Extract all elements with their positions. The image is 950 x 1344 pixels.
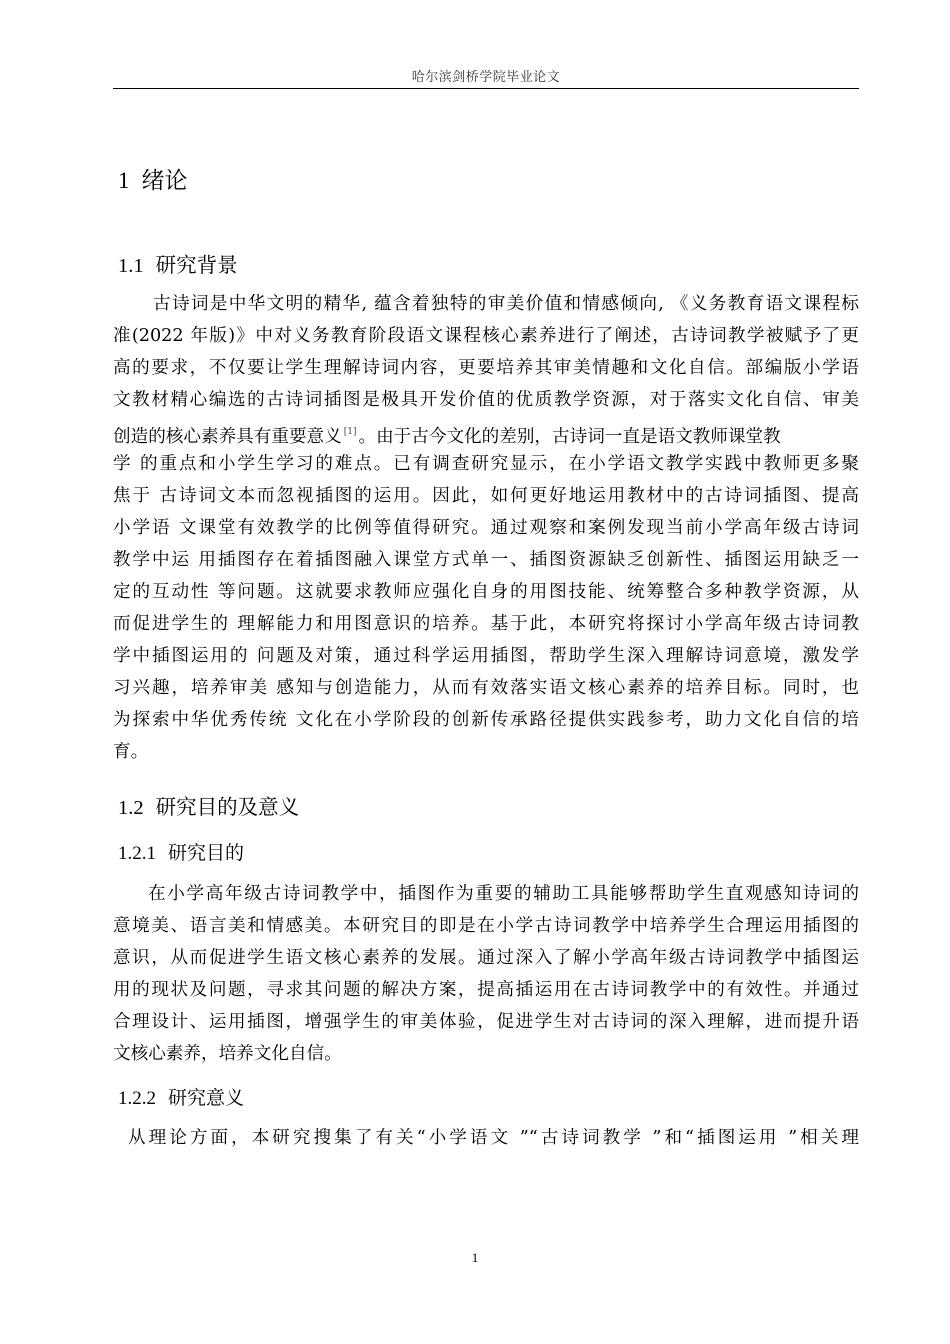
paragraph-line: 焦于 古诗词文本而忽视插图的运用。因此，如何更好地运用教材中的古诗词插图、提高	[113, 486, 859, 506]
section-title: 研究背景	[155, 253, 238, 277]
citation-reference[interactable]: [1]	[343, 427, 357, 437]
section-heading-1-2	[118, 790, 299, 820]
paragraph-line: 意识，从而促进学生语文核心素养的发展。通过深入了解小学高年级古诗词教学中插图运	[113, 948, 859, 968]
paragraph-text: 。由于古今文化的差别，古诗词一直是语文教师课堂教	[358, 427, 781, 447]
paragraph-line: 文核心素养，培养文化自信。	[113, 1044, 342, 1064]
subsection-title: 研究目的	[168, 842, 245, 864]
page-number: 1	[471, 1250, 479, 1265]
paragraph-line: 古诗词是中华文明的精华, 蕴含着独特的审美价值和情感倾向, 《义务教育语文课程标	[153, 294, 859, 314]
page-header: 哈尔滨剑桥学院毕业论文	[411, 70, 561, 85]
header-rule	[113, 88, 859, 89]
paragraph-line: 育。	[113, 742, 149, 762]
paragraph-line: 从理论方面，本研究搜集了有关“小学语文 ”“古诗词教学 ”和“插图运用 ”相关理	[128, 1128, 859, 1148]
paragraph-line: 教学中运 用插图存在着插图融入课堂方式单一、插图资源缺乏创新性、插图运用缺乏一	[113, 550, 859, 570]
chapter-number: 1	[118, 168, 130, 193]
paragraph-line: 高的要求，不仅要让学生理解诗词内容，更要培养其审美情趣和文化自信。部编版小学语	[113, 358, 859, 378]
subsection-title: 研究意义	[168, 1087, 245, 1109]
paragraph-line: 意境美、语言美和情感美。本研究目的即是在小学古诗词教学中培养学生合理运用插图的	[113, 916, 859, 936]
paragraph-line: 学 的重点和小学生学习的难点。已有调查研究显示，在小学语文教学实践中教师更多聚	[113, 454, 859, 474]
section-title: 研究目的及意义	[155, 795, 300, 819]
chapter-title: 绪论	[141, 168, 188, 194]
paragraph-line: 学中插图运用的 问题及对策，通过科学运用插图，帮助学生深入理解诗词意境，激发学	[113, 646, 859, 666]
paragraph-line: 用的现状及问题，寻求其问题的解决方案，提高插运用在古诗词教学中的有效性。并通过	[113, 980, 859, 1000]
subsection-heading-1-2-2	[118, 1083, 244, 1110]
paragraph-line: 为探索中华优秀传统 文化在小学阶段的创新传承路径提供实践参考，助力文化自信的培	[113, 710, 859, 730]
paragraph-line: 习兴趣，培养审美 感知与创造能力，从而有效落实语文核心素养的培养目标。同时，也	[113, 678, 859, 698]
paragraph-line: 而促进学生的 理解能力和用图意识的培养。基于此，本研究将探讨小学高年级古诗词教	[113, 614, 859, 634]
subsection-number: 1.2.1	[118, 843, 156, 864]
subsection-heading-1-2-1	[118, 838, 244, 865]
paragraph-line: 准(2022 年版)》中对义务教育阶段语文课程核心素养进行了阐述，古诗词教学被赋予了更	[113, 326, 859, 346]
paragraph-line: 在小学高年级古诗词教学中，插图作为重要的辅助工具能够帮助学生直观感知诗词的	[148, 884, 859, 904]
paragraph-text: 创造的核心素养具有重要意义	[113, 427, 342, 447]
paragraph-line: 定的互动性 等问题。这就要求教师应强化自身的用图技能、统筹整合多种教学资源，从	[113, 582, 859, 602]
section-number: 1.2	[118, 797, 144, 819]
paragraph-line: 合理设计、运用插图，增强学生的审美体验，促进学生对古诗词的深入理解，进而提升语	[113, 1012, 859, 1032]
section-number: 1.1	[118, 255, 144, 277]
section-heading-1-1	[118, 248, 238, 278]
subsection-number: 1.2.2	[118, 1088, 156, 1109]
paragraph-line: 小学语 文课堂有效教学的比例等值得研究。通过观察和案例发现当前小学高年级古诗词	[113, 518, 859, 538]
paragraph-line: 文教材精心编选的古诗词插图是极具开发价值的优质教学资源，对于落实文化自信、审美	[113, 390, 859, 410]
chapter-heading	[118, 162, 188, 195]
